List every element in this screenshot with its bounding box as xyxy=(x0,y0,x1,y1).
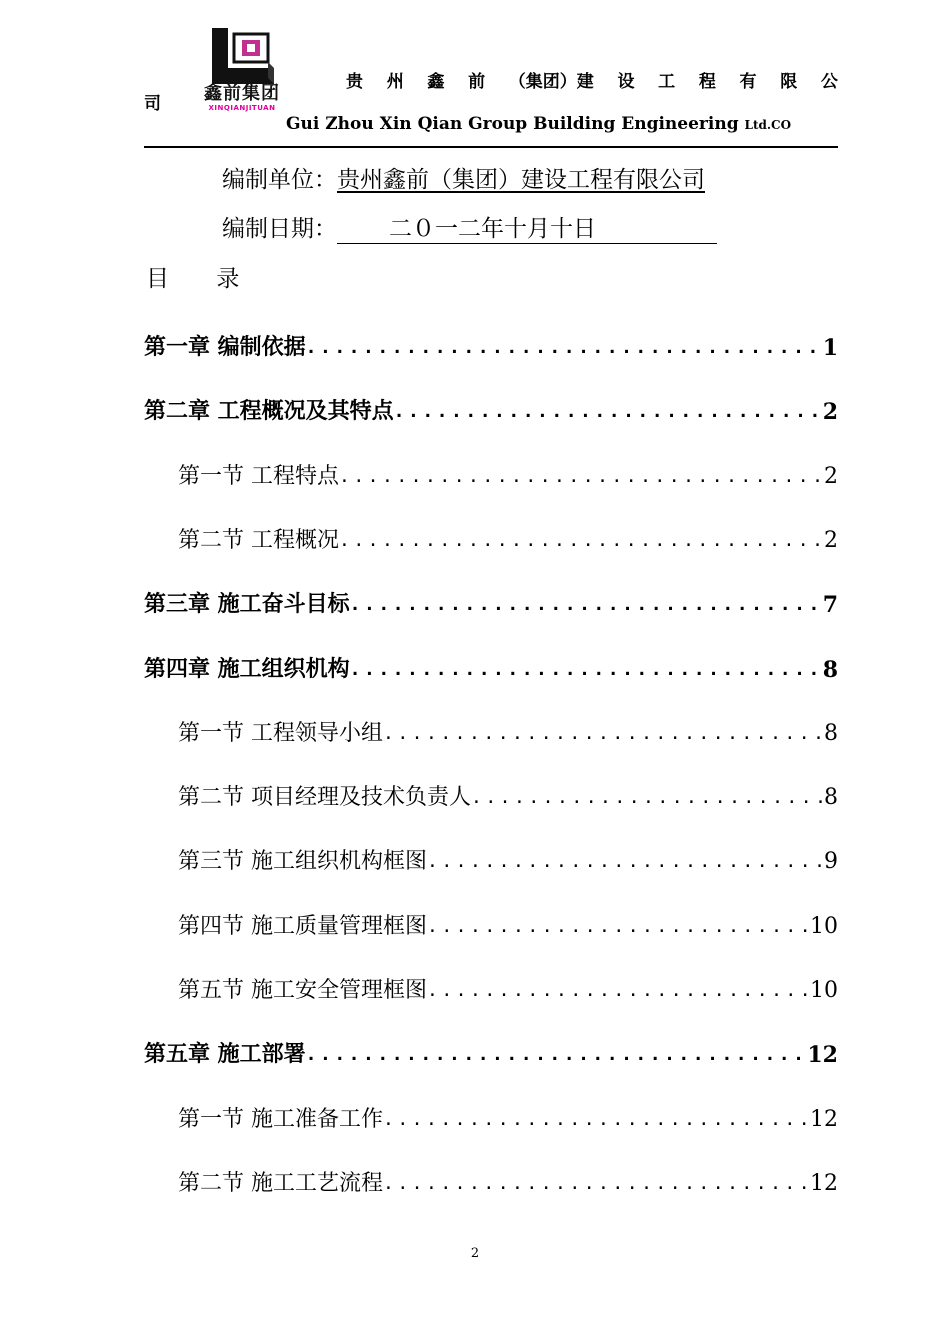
toc-entry-page: 10 xyxy=(810,978,838,1003)
company-name-cn-char: （集团）建 xyxy=(508,72,594,92)
logo-subtext: XINQIANJITUAN xyxy=(208,104,276,112)
toc-leader-dots xyxy=(383,1168,808,1200)
toc-leader-dots xyxy=(306,332,821,364)
toc-entry-chapter[interactable] xyxy=(144,392,838,428)
toc-entry-page: 9 xyxy=(824,849,838,875)
toc-entry-page: 2 xyxy=(822,399,838,426)
toc-leader-dots xyxy=(383,718,822,750)
toc-entry-title: 第五节 施工安全管理框图 xyxy=(178,978,427,1003)
toc-entry-page: 12 xyxy=(807,1042,838,1069)
toc-entry-page: 8 xyxy=(822,656,838,683)
toc-entry-page: 1 xyxy=(822,335,838,361)
toc-entry-page: 8 xyxy=(824,785,838,811)
toc-entry-section[interactable] xyxy=(144,778,838,814)
company-name-cn-char: 有 xyxy=(739,72,757,92)
toc-entry-page: 12 xyxy=(810,1106,838,1132)
toc-leader-dots xyxy=(350,589,821,621)
toc-entry-title: 第三节 施工组织机构框图 xyxy=(178,849,427,875)
compiling-date-label: 编制日期： xyxy=(222,216,337,242)
toc-title-char: 目 xyxy=(146,266,169,292)
toc-title-char: 录 xyxy=(216,266,240,292)
toc-entry-chapter[interactable] xyxy=(144,328,838,364)
toc-entry-chapter[interactable] xyxy=(144,650,838,686)
logo-text: 鑫前集团 xyxy=(204,83,280,104)
toc-leader-dots xyxy=(339,461,822,493)
toc-entry-chapter[interactable] xyxy=(144,585,838,621)
company-name-en-suffix: Ltd.CO xyxy=(744,118,792,132)
company-name-cn-char: 限 xyxy=(780,72,798,92)
toc-leader-dots xyxy=(471,782,822,814)
toc-entry-section[interactable] xyxy=(144,907,838,943)
toc-entry-section[interactable] xyxy=(144,842,838,878)
toc-entry-chapter[interactable] xyxy=(144,1035,838,1071)
header-divider xyxy=(144,146,838,148)
toc-entry-title: 第一节 施工准备工作 xyxy=(178,1106,383,1132)
compiling-date xyxy=(222,212,717,246)
compiling-unit xyxy=(222,163,705,197)
toc-entry-page: 12 xyxy=(810,1170,838,1196)
toc-entry-section[interactable] xyxy=(144,457,838,493)
page-header xyxy=(0,0,950,150)
toc-entry-section[interactable] xyxy=(144,714,838,750)
toc-entry-page: 2 xyxy=(824,527,838,553)
toc-entry-page: 8 xyxy=(824,720,838,746)
toc-leader-dots xyxy=(427,911,808,943)
company-name-cn-char: 工 xyxy=(658,72,676,92)
company-name-cn-char: 公 xyxy=(820,72,838,92)
toc-entry-title: 第二节 工程概况 xyxy=(178,527,339,553)
toc-leader-dots xyxy=(394,396,821,428)
company-name-cn-char: 程 xyxy=(698,72,716,92)
company-name-cn-wrap: 司 xyxy=(144,94,161,114)
compiling-unit-label: 编制单位： xyxy=(222,167,337,193)
toc-entry-section[interactable] xyxy=(144,971,838,1007)
company-name-cn-char: 设 xyxy=(617,72,635,92)
logo-mark-icon xyxy=(212,28,274,84)
toc-leader-dots xyxy=(339,525,822,557)
compiling-unit-value: 贵州鑫前（集团）建设工程有限公司 xyxy=(337,167,705,193)
toc-entry-title: 第四章 施工组织机构 xyxy=(144,656,350,682)
company-name-cn-char: 鑫 xyxy=(427,72,445,92)
toc-title xyxy=(146,262,239,296)
toc-entry-title: 第二节 项目经理及技术负责人 xyxy=(178,785,471,811)
toc-entry-title: 第五章 施工部署 xyxy=(144,1042,306,1068)
toc-entry-section[interactable] xyxy=(144,521,838,557)
toc-entry-section[interactable] xyxy=(144,1164,838,1200)
toc-leader-dots xyxy=(350,654,821,686)
toc-leader-dots xyxy=(383,1104,808,1136)
toc-leader-dots xyxy=(306,1039,806,1071)
page-number: 2 xyxy=(470,1246,480,1261)
company-name-cn-char: 前 xyxy=(468,72,486,92)
company-name-en xyxy=(286,112,791,136)
toc-entry-page: 7 xyxy=(822,592,838,619)
toc-entry-title: 第一节 工程领导小组 xyxy=(178,720,383,746)
toc-entry-title: 第一章 编制依据 xyxy=(144,335,306,360)
toc-entry-section[interactable] xyxy=(144,1100,838,1136)
toc-leader-dots xyxy=(427,846,822,878)
company-name-cn xyxy=(346,70,838,94)
toc-leader-dots xyxy=(427,975,808,1007)
toc-entry-title: 第二章 工程概况及其特点 xyxy=(144,399,394,425)
compiling-date-value: 二０一二年十月十日 xyxy=(337,215,717,244)
company-name-cn-char: 贵 xyxy=(346,72,363,92)
company-logo xyxy=(192,28,292,112)
toc-entry-title: 第一节 工程特点 xyxy=(178,463,339,489)
toc-entry-title: 第三章 施工奋斗目标 xyxy=(144,592,350,618)
toc-entry-page: 10 xyxy=(810,913,838,939)
company-name-en-main: Gui Zhou Xin Qian Group Building Engineering xyxy=(286,114,739,134)
toc-entry-title: 第二节 施工工艺流程 xyxy=(178,1170,383,1196)
toc-entry-title: 第四节 施工质量管理框图 xyxy=(178,913,427,939)
toc-entry-page: 2 xyxy=(824,463,838,489)
company-name-cn-char: 州 xyxy=(386,72,404,92)
